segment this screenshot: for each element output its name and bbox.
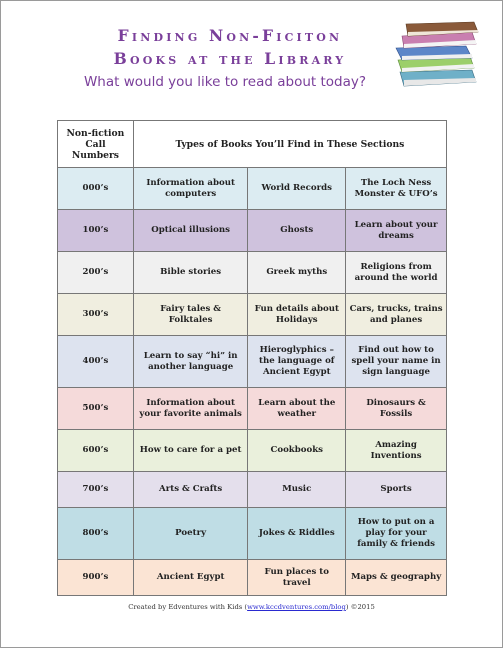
call-number-cell: 100’s bbox=[58, 210, 134, 252]
book-topic-cell: Bible stories bbox=[133, 252, 247, 294]
table-header-row bbox=[58, 121, 447, 168]
page-subtitle: What would you like to read about today? bbox=[83, 74, 367, 90]
footer-prefix: Created by Edventures with Kids ( bbox=[128, 603, 248, 611]
call-number-cell: 200’s bbox=[58, 252, 134, 294]
table-row bbox=[58, 210, 447, 252]
book-topic-cell: Arts & Crafts bbox=[133, 472, 247, 508]
book-topic-cell: Learn to say “hi” in another language bbox=[133, 336, 247, 388]
book-topic-cell: Jokes & Riddles bbox=[248, 508, 346, 560]
table-row bbox=[58, 336, 447, 388]
call-number-cell: 500’s bbox=[58, 388, 134, 430]
book-topic-cell: Music bbox=[248, 472, 346, 508]
book-topic-cell: Learn about the weather bbox=[248, 388, 346, 430]
book-topic-cell: Ghosts bbox=[248, 210, 346, 252]
title-line-1: Finding Non-Ficiton bbox=[117, 26, 343, 45]
table-row bbox=[58, 472, 447, 508]
call-number-cell: 300’s bbox=[58, 294, 134, 336]
call-number-cell: 000’s bbox=[58, 168, 134, 210]
table-row bbox=[58, 560, 447, 596]
call-number-cell: 900’s bbox=[58, 560, 134, 596]
book-topic-cell: Poetry bbox=[133, 508, 247, 560]
table-row bbox=[58, 168, 447, 210]
page-title bbox=[70, 24, 390, 70]
table-row bbox=[58, 388, 447, 430]
book-topic-cell: Ancient Egypt bbox=[133, 560, 247, 596]
book-topic-cell: Fun places to travel bbox=[248, 560, 346, 596]
book-topic-cell: How to put on a play for your family & friends bbox=[346, 508, 447, 560]
title-line-2: Books at the Library bbox=[113, 49, 347, 68]
book-topic-cell: Fairy tales & Folktales bbox=[133, 294, 247, 336]
call-number-table bbox=[57, 120, 447, 596]
book-topic-cell: How to care for a pet bbox=[133, 430, 247, 472]
book-stack-icon bbox=[392, 20, 482, 90]
table-row bbox=[58, 508, 447, 560]
book-topic-cell: World Records bbox=[248, 168, 346, 210]
call-number-cell: 700’s bbox=[58, 472, 134, 508]
book-topic-cell: Find out how to spell your name in sign language bbox=[346, 336, 447, 388]
book-topic-cell: Information about computers bbox=[133, 168, 247, 210]
book-topic-cell: Amazing Inventions bbox=[346, 430, 447, 472]
call-number-cell: 600’s bbox=[58, 430, 134, 472]
book-topic-cell: Dinosaurs & Fossils bbox=[346, 388, 447, 430]
call-number-header: Non-fiction Call Numbers bbox=[58, 121, 134, 168]
book-topic-cell: Learn about your dreams bbox=[346, 210, 447, 252]
call-number-cell: 400’s bbox=[58, 336, 134, 388]
footer-suffix: ) ©2015 bbox=[345, 603, 375, 611]
book-topic-cell: Religions from around the world bbox=[346, 252, 447, 294]
book-topic-cell: Cookbooks bbox=[248, 430, 346, 472]
book-topic-cell: The Loch Ness Monster & UFO’s bbox=[346, 168, 447, 210]
call-number-cell: 800’s bbox=[58, 508, 134, 560]
book-topic-cell: Cars, trucks, trains and planes bbox=[346, 294, 447, 336]
book-topic-cell: Maps & geography bbox=[346, 560, 447, 596]
table-row bbox=[58, 294, 447, 336]
table-row bbox=[58, 430, 447, 472]
book-topic-cell: Fun details about Holidays bbox=[248, 294, 346, 336]
book-topic-cell: Sports bbox=[346, 472, 447, 508]
book-types-header: Types of Books You’ll Find in These Sections bbox=[133, 121, 446, 168]
table-row bbox=[58, 252, 447, 294]
book-topic-cell: Optical illusions bbox=[133, 210, 247, 252]
book-topic-cell: Information about your favorite animals bbox=[133, 388, 247, 430]
book-topic-cell: Hieroglyphics – the language of Ancient Egypt bbox=[248, 336, 346, 388]
footer-credit bbox=[0, 603, 503, 611]
footer-link[interactable]: www.kccdventures.com/blog bbox=[247, 603, 346, 611]
book-topic-cell: Greek myths bbox=[248, 252, 346, 294]
